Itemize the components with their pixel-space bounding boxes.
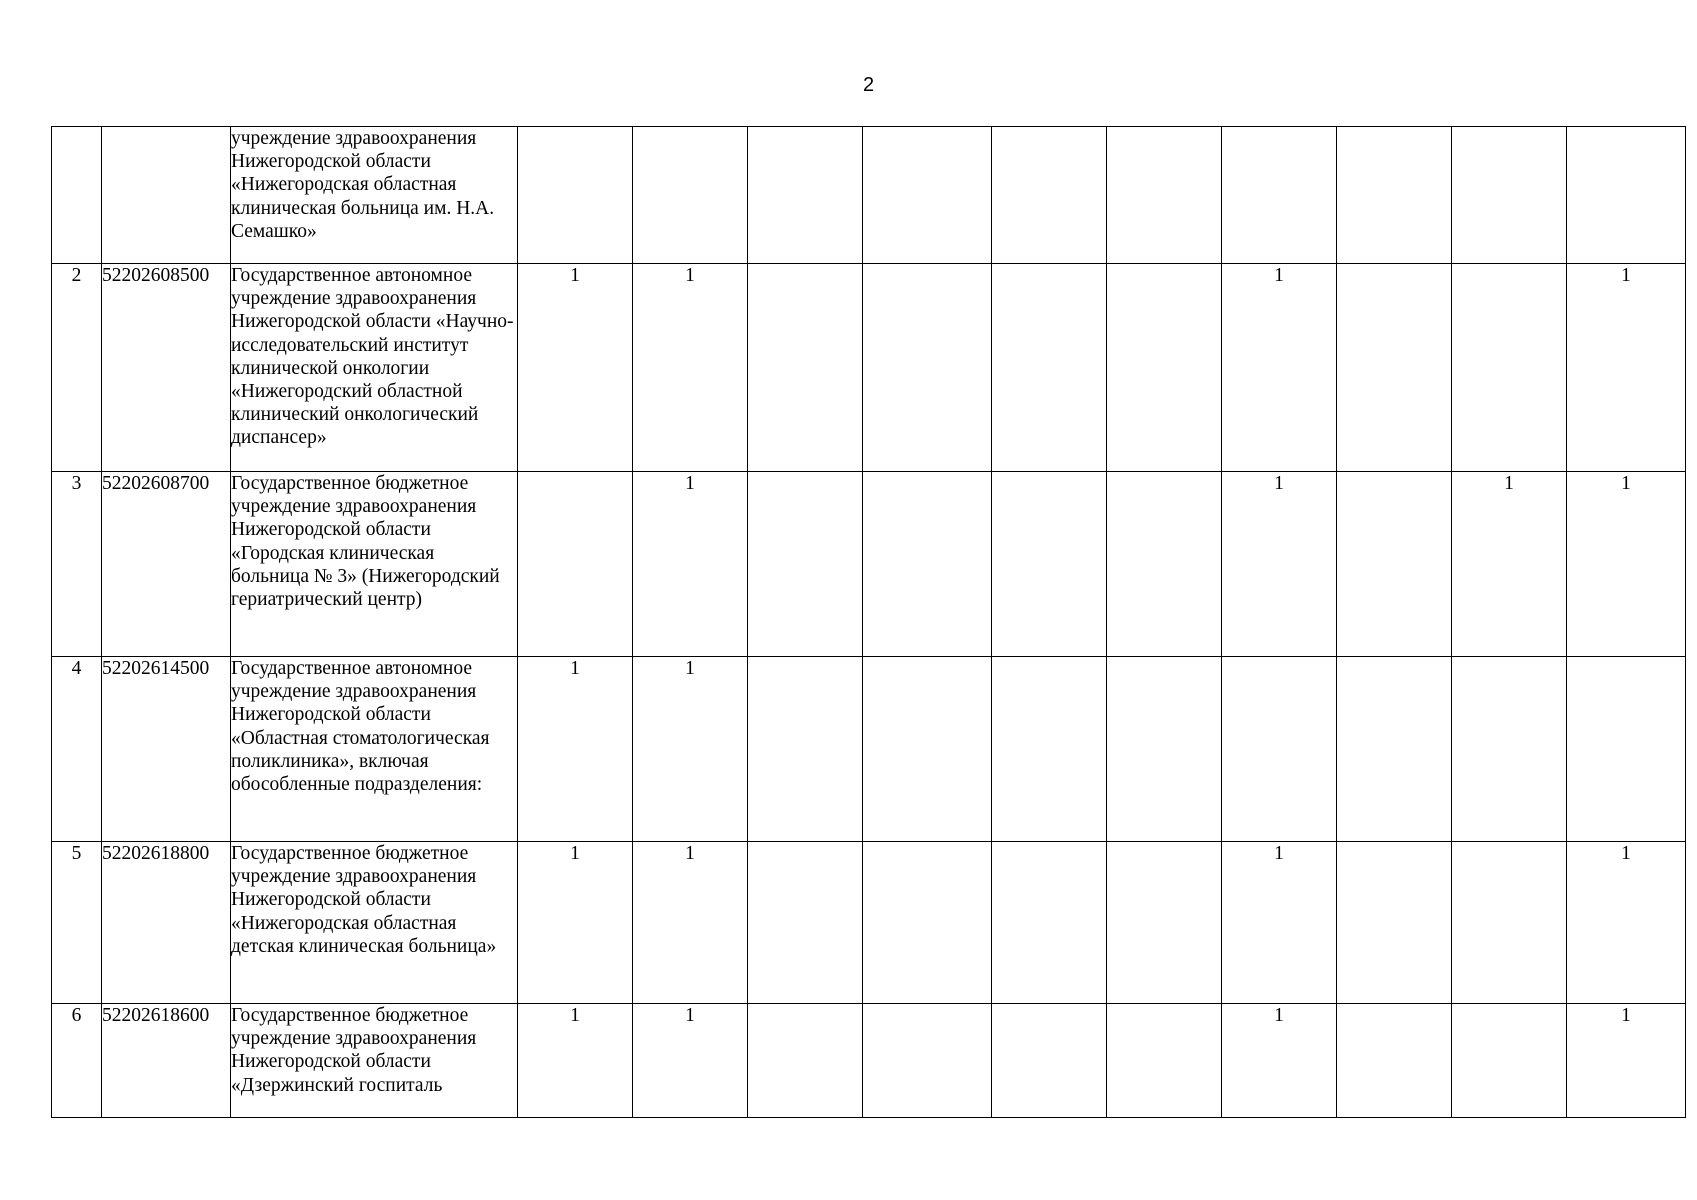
value-cell [1222,657,1337,842]
row-number-cell: 3 [52,472,102,657]
row-number-cell: 6 [52,1004,102,1118]
row-number-cell: 5 [52,842,102,1004]
value-cell [1337,264,1452,472]
value-cell: 1 [518,842,633,1004]
value-cell: 1 [1567,264,1686,472]
value-cell [748,127,863,264]
value-cell: 1 [633,264,748,472]
value-cell [1567,657,1686,842]
value-cell [633,127,748,264]
institutions-table [51,126,1686,1118]
value-cell [1337,657,1452,842]
value-cell [992,127,1107,264]
institution-name-cell: Государственное бюджетное учреждение здравоохранения Нижегородской области «Дзержинский госпиталь [231,1004,518,1118]
value-cell [1337,472,1452,657]
value-cell [1337,842,1452,1004]
registry-code-cell [102,127,231,264]
value-cell [1222,127,1337,264]
table-row [52,657,1686,842]
value-cell [863,657,992,842]
value-cell [1452,842,1567,1004]
table-row [52,1004,1686,1118]
value-cell [748,472,863,657]
value-cell: 1 [518,264,633,472]
value-cell [1107,472,1222,657]
value-cell [863,472,992,657]
table-row [52,472,1686,657]
value-cell: 1 [1222,472,1337,657]
value-cell [992,472,1107,657]
row-number-cell: 2 [52,264,102,472]
institution-name-cell: Государственное автономное учреждение здравоохранения Нижегородской области «Областная стоматологическая поликлиника», включая обособленные подразделения: [231,657,518,842]
page-number: 2 [862,74,875,96]
registry-code-cell: 52202614500 [102,657,231,842]
registry-code-cell: 52202618800 [102,842,231,1004]
value-cell: 1 [1452,472,1567,657]
value-cell [1107,842,1222,1004]
value-cell: 1 [518,657,633,842]
value-cell [1337,1004,1452,1118]
value-cell: 1 [1222,842,1337,1004]
value-cell: 1 [1567,842,1686,1004]
table-row [52,842,1686,1004]
value-cell: 1 [1567,1004,1686,1118]
institution-name-cell: учреждение здравоохранения Нижегородской области «Нижегородская областная клиническая больница им. Н.А. Семашко» [231,127,518,264]
value-cell [992,264,1107,472]
row-number-cell: 4 [52,657,102,842]
value-cell [1452,657,1567,842]
value-cell [992,842,1107,1004]
registry-code-cell: 52202608500 [102,264,231,472]
value-cell [863,264,992,472]
value-cell [748,657,863,842]
institution-name-cell: Государственное бюджетное учреждение здравоохранения Нижегородской области «Городская клиническая больница № 3» (Нижегородский гериатрический центр) [231,472,518,657]
value-cell: 1 [633,842,748,1004]
value-cell [863,842,992,1004]
value-cell: 1 [1222,1004,1337,1118]
value-cell: 1 [1567,472,1686,657]
value-cell: 1 [1222,264,1337,472]
value-cell [748,264,863,472]
value-cell [992,1004,1107,1118]
value-cell [1452,264,1567,472]
value-cell [518,127,633,264]
value-cell [1567,127,1686,264]
institution-name-cell: Государственное бюджетное учреждение здравоохранения Нижегородской области «Нижегородская областная детская клиническая больница» [231,842,518,1004]
value-cell [748,842,863,1004]
institution-name-cell: Государственное автономное учреждение здравоохранения Нижегородской области «Научно-исследовательский институт клинической онкологии «Нижегородский областной клинический онкологический диспансер» [231,264,518,472]
value-cell: 1 [633,1004,748,1118]
registry-code-cell: 52202618600 [102,1004,231,1118]
value-cell [1452,127,1567,264]
value-cell: 1 [633,657,748,842]
value-cell [1107,1004,1222,1118]
table-row [52,127,1686,264]
value-cell: 1 [633,472,748,657]
registry-code-cell: 52202608700 [102,472,231,657]
value-cell [1337,127,1452,264]
value-cell [1107,127,1222,264]
value-cell [748,1004,863,1118]
value-cell [992,657,1107,842]
value-cell [863,1004,992,1118]
value-cell [863,127,992,264]
row-number-cell [52,127,102,264]
value-cell [518,472,633,657]
value-cell: 1 [518,1004,633,1118]
value-cell [1107,657,1222,842]
table-row [52,264,1686,472]
value-cell [1107,264,1222,472]
value-cell [1452,1004,1567,1118]
